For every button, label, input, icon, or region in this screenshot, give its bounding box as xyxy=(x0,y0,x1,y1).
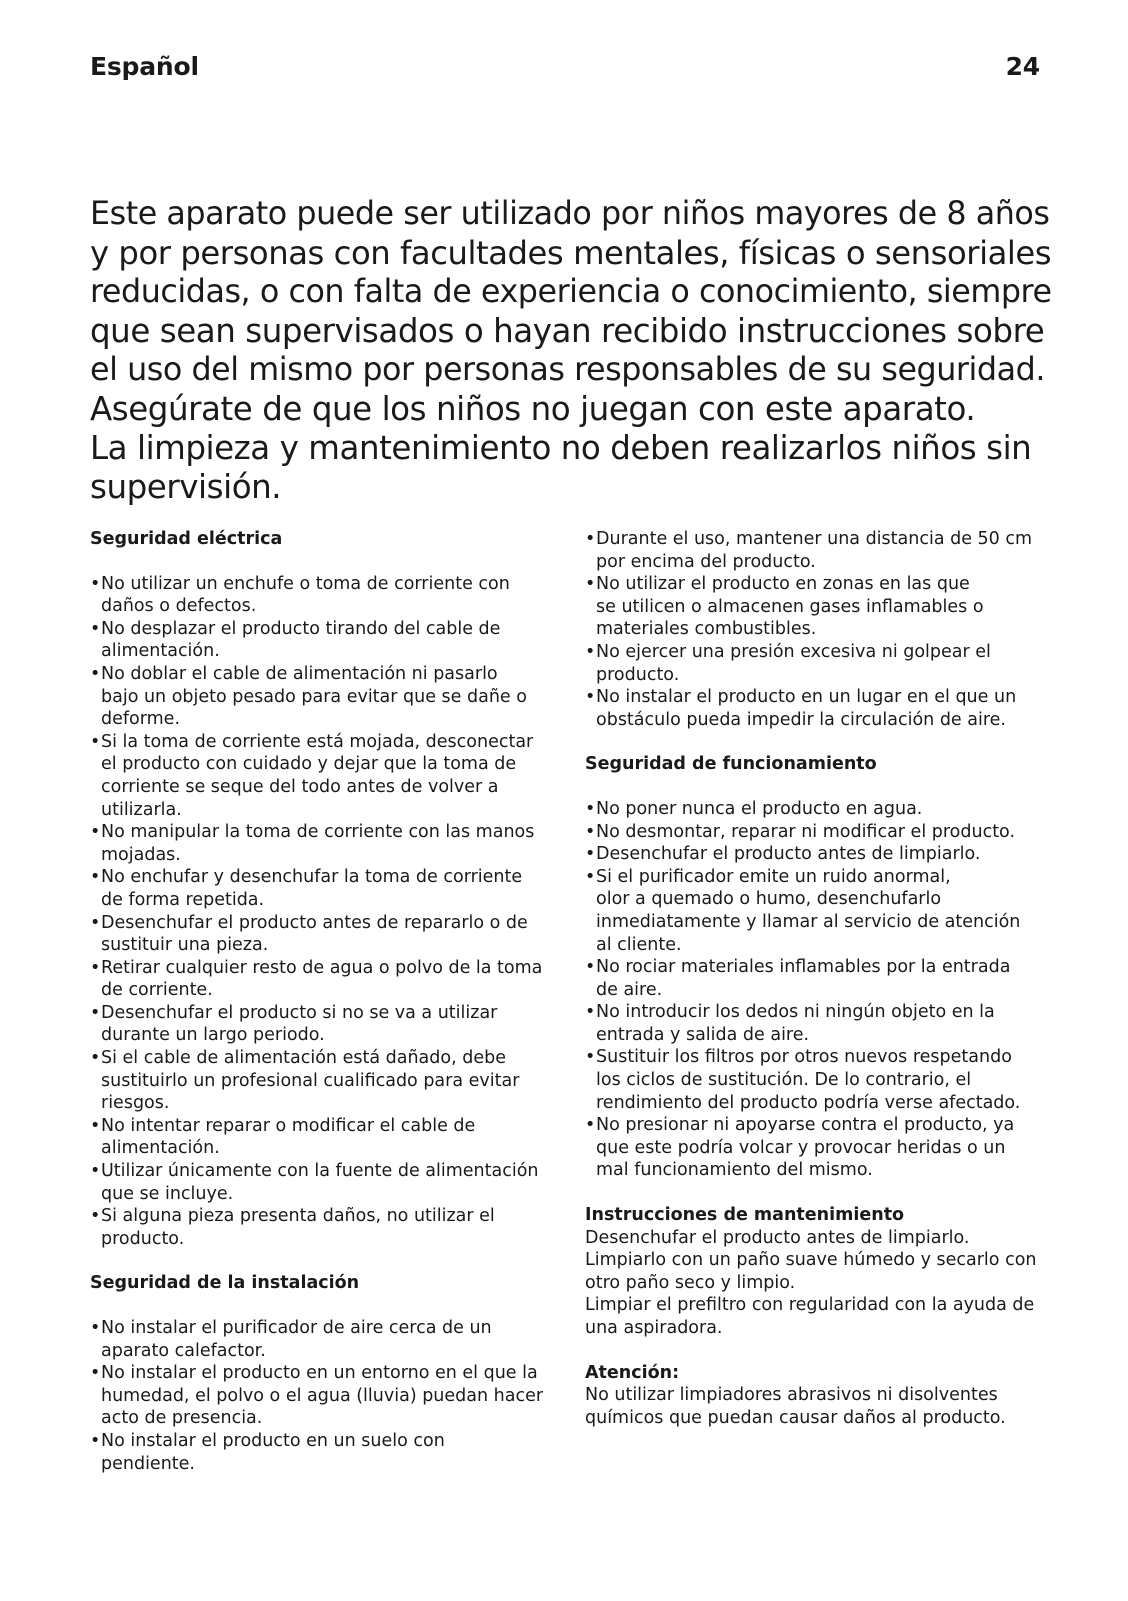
list-item-line: durante un largo periodo. xyxy=(101,1025,325,1046)
list-item xyxy=(90,1115,560,1160)
list-item-line: • No doblar el cable de alimentación ni pasarlo xyxy=(101,663,498,684)
list-item-line: olor a quemado o humo, desenchufarlo xyxy=(596,889,942,910)
list-item-line: humedad, el polvo o el agua (lluvia) puedan hacer xyxy=(101,1385,544,1406)
text-line: Limpiarlo con un paño suave húmedo y secarlo con xyxy=(585,1250,1037,1271)
list-item-line: mal funcionamiento del mismo. xyxy=(596,1160,873,1181)
list-item xyxy=(90,1160,560,1205)
list-item-line: de aire. xyxy=(596,979,663,1000)
maintenance-text xyxy=(585,1227,1045,1340)
list-item xyxy=(585,573,1045,641)
list-item-line: de forma repetida. xyxy=(101,889,265,910)
text-line: el uso del mismo por personas responsables de su seguridad. xyxy=(90,352,1045,388)
list-item-line: • No instalar el producto en un lugar en el que un xyxy=(596,687,1017,708)
text-line: No utilizar limpiadores abrasivos ni disolventes xyxy=(585,1385,998,1406)
list-item-line: de corriente. xyxy=(101,980,213,1001)
list-item-line: al cliente. xyxy=(596,934,682,955)
list-item-line: • Durante el uso, mantener una distancia de 50 cm xyxy=(596,529,1033,549)
list-item xyxy=(585,956,1045,1001)
installation-safety-list-continued xyxy=(585,528,1045,731)
text-line: Este aparato puede ser utilizado por niños mayores de 8 años xyxy=(90,196,1050,232)
list-item-line: mojadas. xyxy=(101,844,181,865)
list-item-line: corriente se seque del todo antes de volver a xyxy=(101,776,499,797)
list-item-line: • No instalar el producto en un suelo con xyxy=(101,1430,445,1451)
list-item-line: • No enchufar y desenchufar la toma de corriente xyxy=(101,867,523,888)
list-item xyxy=(90,573,560,618)
list-item xyxy=(585,641,1045,686)
list-item-line: • No desplazar el producto tirando del cable de xyxy=(101,618,501,639)
list-item xyxy=(90,731,560,821)
list-item-line: que se incluye. xyxy=(101,1183,234,1204)
list-item-line: entrada y salida de aire. xyxy=(596,1024,810,1045)
list-item-line: • Si la toma de corriente está mojada, desconectar xyxy=(101,731,534,752)
page-header xyxy=(90,52,1040,81)
list-item-line: se utilicen o almacenen gases inflamables o xyxy=(596,596,984,617)
list-item-line: bajo un objeto pesado para evitar que se dañe o xyxy=(101,686,527,707)
list-item-line: daños o defectos. xyxy=(101,596,257,617)
list-item xyxy=(585,686,1045,731)
list-item xyxy=(585,528,1045,573)
list-item-line: producto. xyxy=(596,664,680,685)
right-column xyxy=(585,528,1045,1429)
list-item-line: que este podría volcar y provocar heridas o un xyxy=(596,1137,1006,1158)
list-item-line: por encima del producto. xyxy=(596,551,816,572)
list-item-line: • Sustituir los filtros por otros nuevos respetando xyxy=(596,1047,1012,1068)
text-line: La limpieza y mantenimiento no deben realizarlos niños sin xyxy=(90,429,1032,467)
list-item-line: • No utilizar un enchufe o toma de corriente con xyxy=(101,573,510,594)
list-item xyxy=(90,1430,560,1475)
list-item-line: • Desenchufar el producto si no se va a utilizar xyxy=(101,1002,498,1023)
text-line: que sean supervisados o hayan recibido instrucciones sobre xyxy=(90,312,1045,350)
attention-text xyxy=(585,1384,1045,1429)
list-item-line: • Desenchufar el producto antes de repararlo o de xyxy=(101,912,528,933)
list-item-line: obstáculo pueda impedir la circulación de aire. xyxy=(596,709,1006,730)
list-item xyxy=(90,1047,560,1115)
text-line: una aspiradora. xyxy=(585,1318,723,1338)
installation-safety-title: Seguridad de la instalación xyxy=(90,1273,360,1294)
list-item-line: producto. xyxy=(101,1228,185,1249)
installation-safety-list xyxy=(90,1317,560,1475)
list-item-line: • No rociar materiales inflamables por la entrada xyxy=(596,957,1011,978)
attention-title: Atención: xyxy=(585,1362,680,1383)
list-item xyxy=(90,912,560,957)
list-item-line: los ciclos de sustitución. De lo contrario, el xyxy=(596,1070,972,1091)
operation-safety-title: Seguridad de funcionamiento xyxy=(585,754,877,775)
list-item xyxy=(90,1002,560,1047)
list-item-line: el producto con cuidado y dejar que la toma de xyxy=(101,754,517,775)
list-item-line: alimentación. xyxy=(101,641,220,662)
list-item xyxy=(90,1362,560,1430)
list-item-line: deforme. xyxy=(101,709,181,730)
list-item xyxy=(585,798,1045,821)
list-item-line: • No manipular la toma de corriente con las manos xyxy=(101,822,535,843)
list-item-line: rendimiento del producto podría verse afectado. xyxy=(596,1092,1021,1113)
list-item-line: • No intentar reparar o modificar el cable de xyxy=(101,1115,476,1136)
list-item-line: sustituirlo un profesional cualificado para evitar xyxy=(101,1070,520,1091)
text-line: supervisión. xyxy=(90,468,282,506)
list-item-line: • Desenchufar el producto antes de limpiarlo. xyxy=(596,844,981,865)
list-item xyxy=(90,1205,560,1250)
list-item-line: • No instalar el purificador de aire cerca de un xyxy=(101,1318,492,1338)
list-item-line: • Si el cable de alimentación está dañado, debe xyxy=(101,1048,506,1069)
list-item-line: sustituir una pieza. xyxy=(101,935,269,956)
language-label: Español xyxy=(90,52,199,81)
list-item-line: alimentación. xyxy=(101,1138,220,1159)
list-item xyxy=(90,957,560,1002)
list-item xyxy=(585,1001,1045,1046)
list-item xyxy=(90,1317,560,1362)
electrical-safety-title: Seguridad eléctrica xyxy=(90,529,283,549)
list-item-line: • No ejercer una presión excesiva ni golpear el xyxy=(596,641,991,662)
list-item-line: • Utilizar únicamente con la fuente de alimentación xyxy=(101,1161,539,1182)
list-item xyxy=(585,821,1045,844)
text-line: Limpiar el prefiltro con regularidad con la ayuda de xyxy=(585,1295,1035,1316)
list-item xyxy=(90,821,560,866)
list-item-line: • Si el purificador emite un ruido anormal, xyxy=(596,866,951,887)
maintenance-title: Instrucciones de mantenimiento xyxy=(585,1205,905,1226)
list-item-line: inmediatamente y llamar al servicio de atención xyxy=(596,911,1021,932)
list-item-line: • No instalar el producto en un entorno en el que la xyxy=(101,1363,538,1384)
list-item xyxy=(585,866,1045,956)
list-item-line: • No desmontar, reparar ni modificar el producto. xyxy=(596,821,1016,842)
text-line: otro paño seco y limpio. xyxy=(585,1272,796,1293)
text-line: y por personas con facultades mentales, físicas o sensoriales xyxy=(90,234,1052,272)
list-item xyxy=(585,1114,1045,1182)
text-line: químicos que puedan causar daños al producto. xyxy=(585,1407,1006,1428)
list-item-line: pendiente. xyxy=(101,1453,195,1474)
text-line: Desenchufar el producto antes de limpiarlo. xyxy=(585,1227,970,1248)
list-item-line: riesgos. xyxy=(101,1093,170,1114)
list-item xyxy=(585,843,1045,866)
list-item-line: utilizarla. xyxy=(101,799,182,820)
page-number: 24 xyxy=(1005,52,1040,81)
list-item-line: materiales combustibles. xyxy=(596,619,817,640)
list-item xyxy=(90,663,560,731)
intro-warning xyxy=(90,195,1050,507)
list-item xyxy=(90,866,560,911)
list-item-line: • No presionar ni apoyarse contra el producto, ya xyxy=(596,1115,1015,1136)
list-item-line: • Si alguna pieza presenta daños, no utilizar el xyxy=(101,1206,495,1227)
text-line: Asegúrate de que los niños no juegan con este aparato. xyxy=(90,390,976,428)
left-column xyxy=(90,528,560,1475)
list-item-line: • Retirar cualquier resto de agua o polvo de la toma xyxy=(101,957,543,978)
electrical-safety-list xyxy=(90,573,560,1251)
list-item-line: acto de presencia. xyxy=(101,1408,263,1429)
text-line: reducidas, o con falta de experiencia o conocimiento, siempre xyxy=(90,274,1052,310)
list-item-line: • No utilizar el producto en zonas en las que xyxy=(596,574,970,595)
operation-safety-list xyxy=(585,798,1045,1182)
list-item-line: • No introducir los dedos ni ningún objeto en la xyxy=(596,1002,995,1023)
list-item-line: aparato calefactor. xyxy=(101,1340,266,1361)
list-item-line: • No poner nunca el producto en agua. xyxy=(596,798,923,819)
list-item xyxy=(90,618,560,663)
list-item xyxy=(585,1046,1045,1114)
